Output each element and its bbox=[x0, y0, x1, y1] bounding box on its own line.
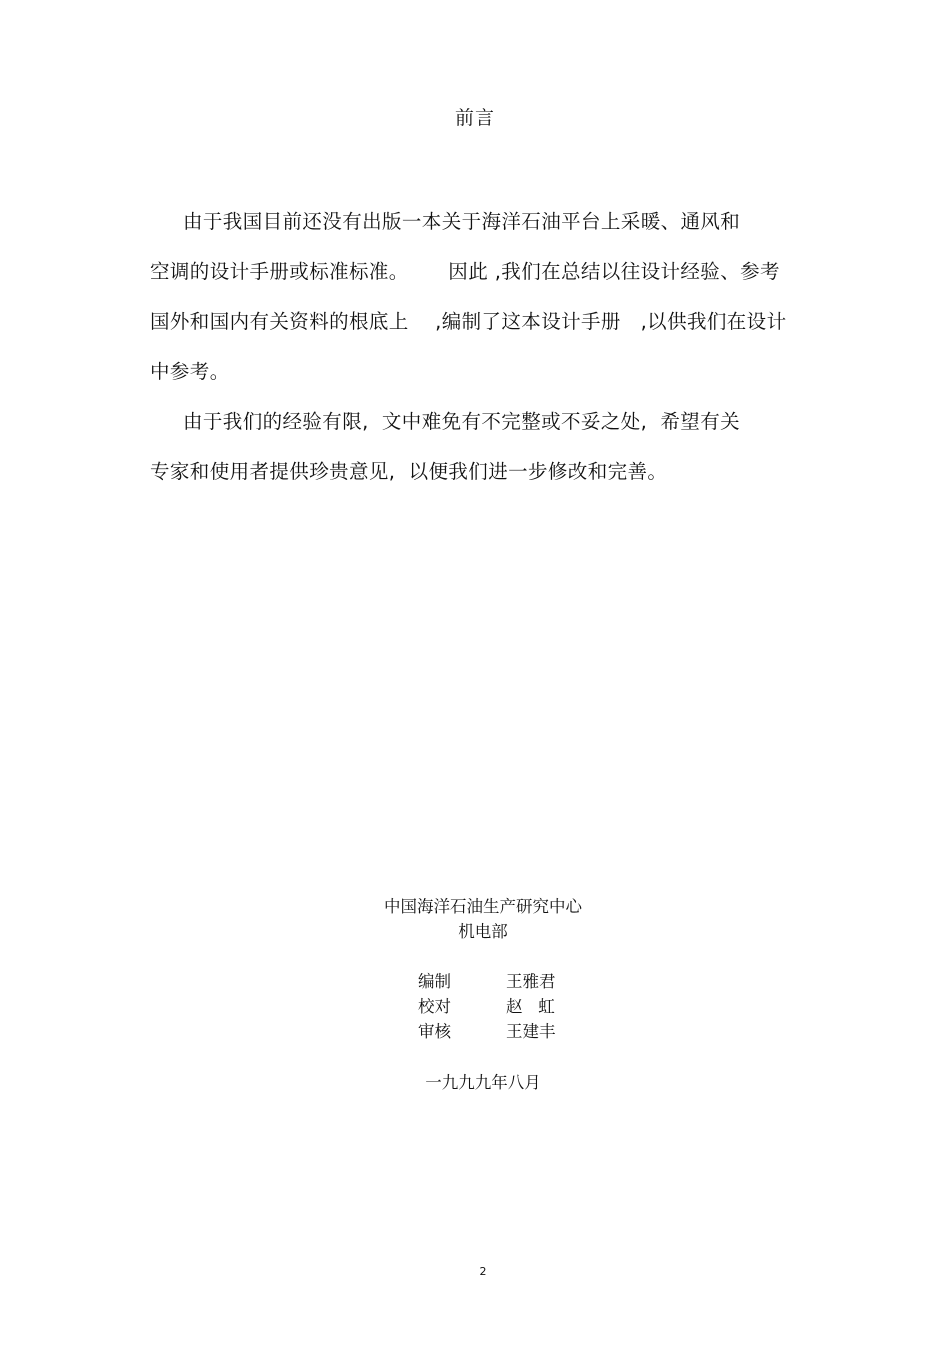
organization-department: 机电部 bbox=[458, 922, 508, 941]
signature-row-editor bbox=[418, 968, 556, 992]
paragraph-2-line-2: 专家和使用者提供珍贵意见, 以便我们进一步修改和完善。 bbox=[150, 460, 668, 483]
page-title: 前言 bbox=[454, 107, 495, 129]
signature-role: 编制 bbox=[418, 972, 451, 991]
signature-row-reviewer bbox=[418, 1018, 556, 1042]
organization-name: 中国海洋石油生产研究中心 bbox=[384, 897, 582, 916]
signature-name: 赵 虹 bbox=[506, 997, 555, 1016]
paragraph-1-line-1: 由于我国目前还没有出版一本关于海洋石油平台上采暖、通风和 bbox=[183, 210, 741, 233]
page-number: 2 bbox=[479, 1265, 487, 1278]
signature-role: 校对 bbox=[418, 997, 451, 1016]
paragraph-1-line-4: 中参考。 bbox=[150, 360, 230, 383]
paragraph-1-line-2: 空调的设计手册或标准标准。 因此 ,我们在总结以往设计经验、参考 bbox=[150, 260, 780, 283]
signature-role: 审核 bbox=[418, 1022, 451, 1041]
signature-row-proofreader bbox=[418, 993, 555, 1017]
paragraph-2-line-1: 由于我们的经验有限, 文中难免有不完整或不妥之处, 希望有关 bbox=[183, 410, 740, 433]
paragraph-1-line-3: 国外和国内有关资料的根底上 ,编制了这本设计手册 ,以供我们在设计 bbox=[150, 310, 787, 333]
document-date: 一九九九年八月 bbox=[425, 1073, 541, 1092]
signature-name: 王雅君 bbox=[506, 972, 556, 991]
signature-name: 王建丰 bbox=[506, 1022, 556, 1041]
